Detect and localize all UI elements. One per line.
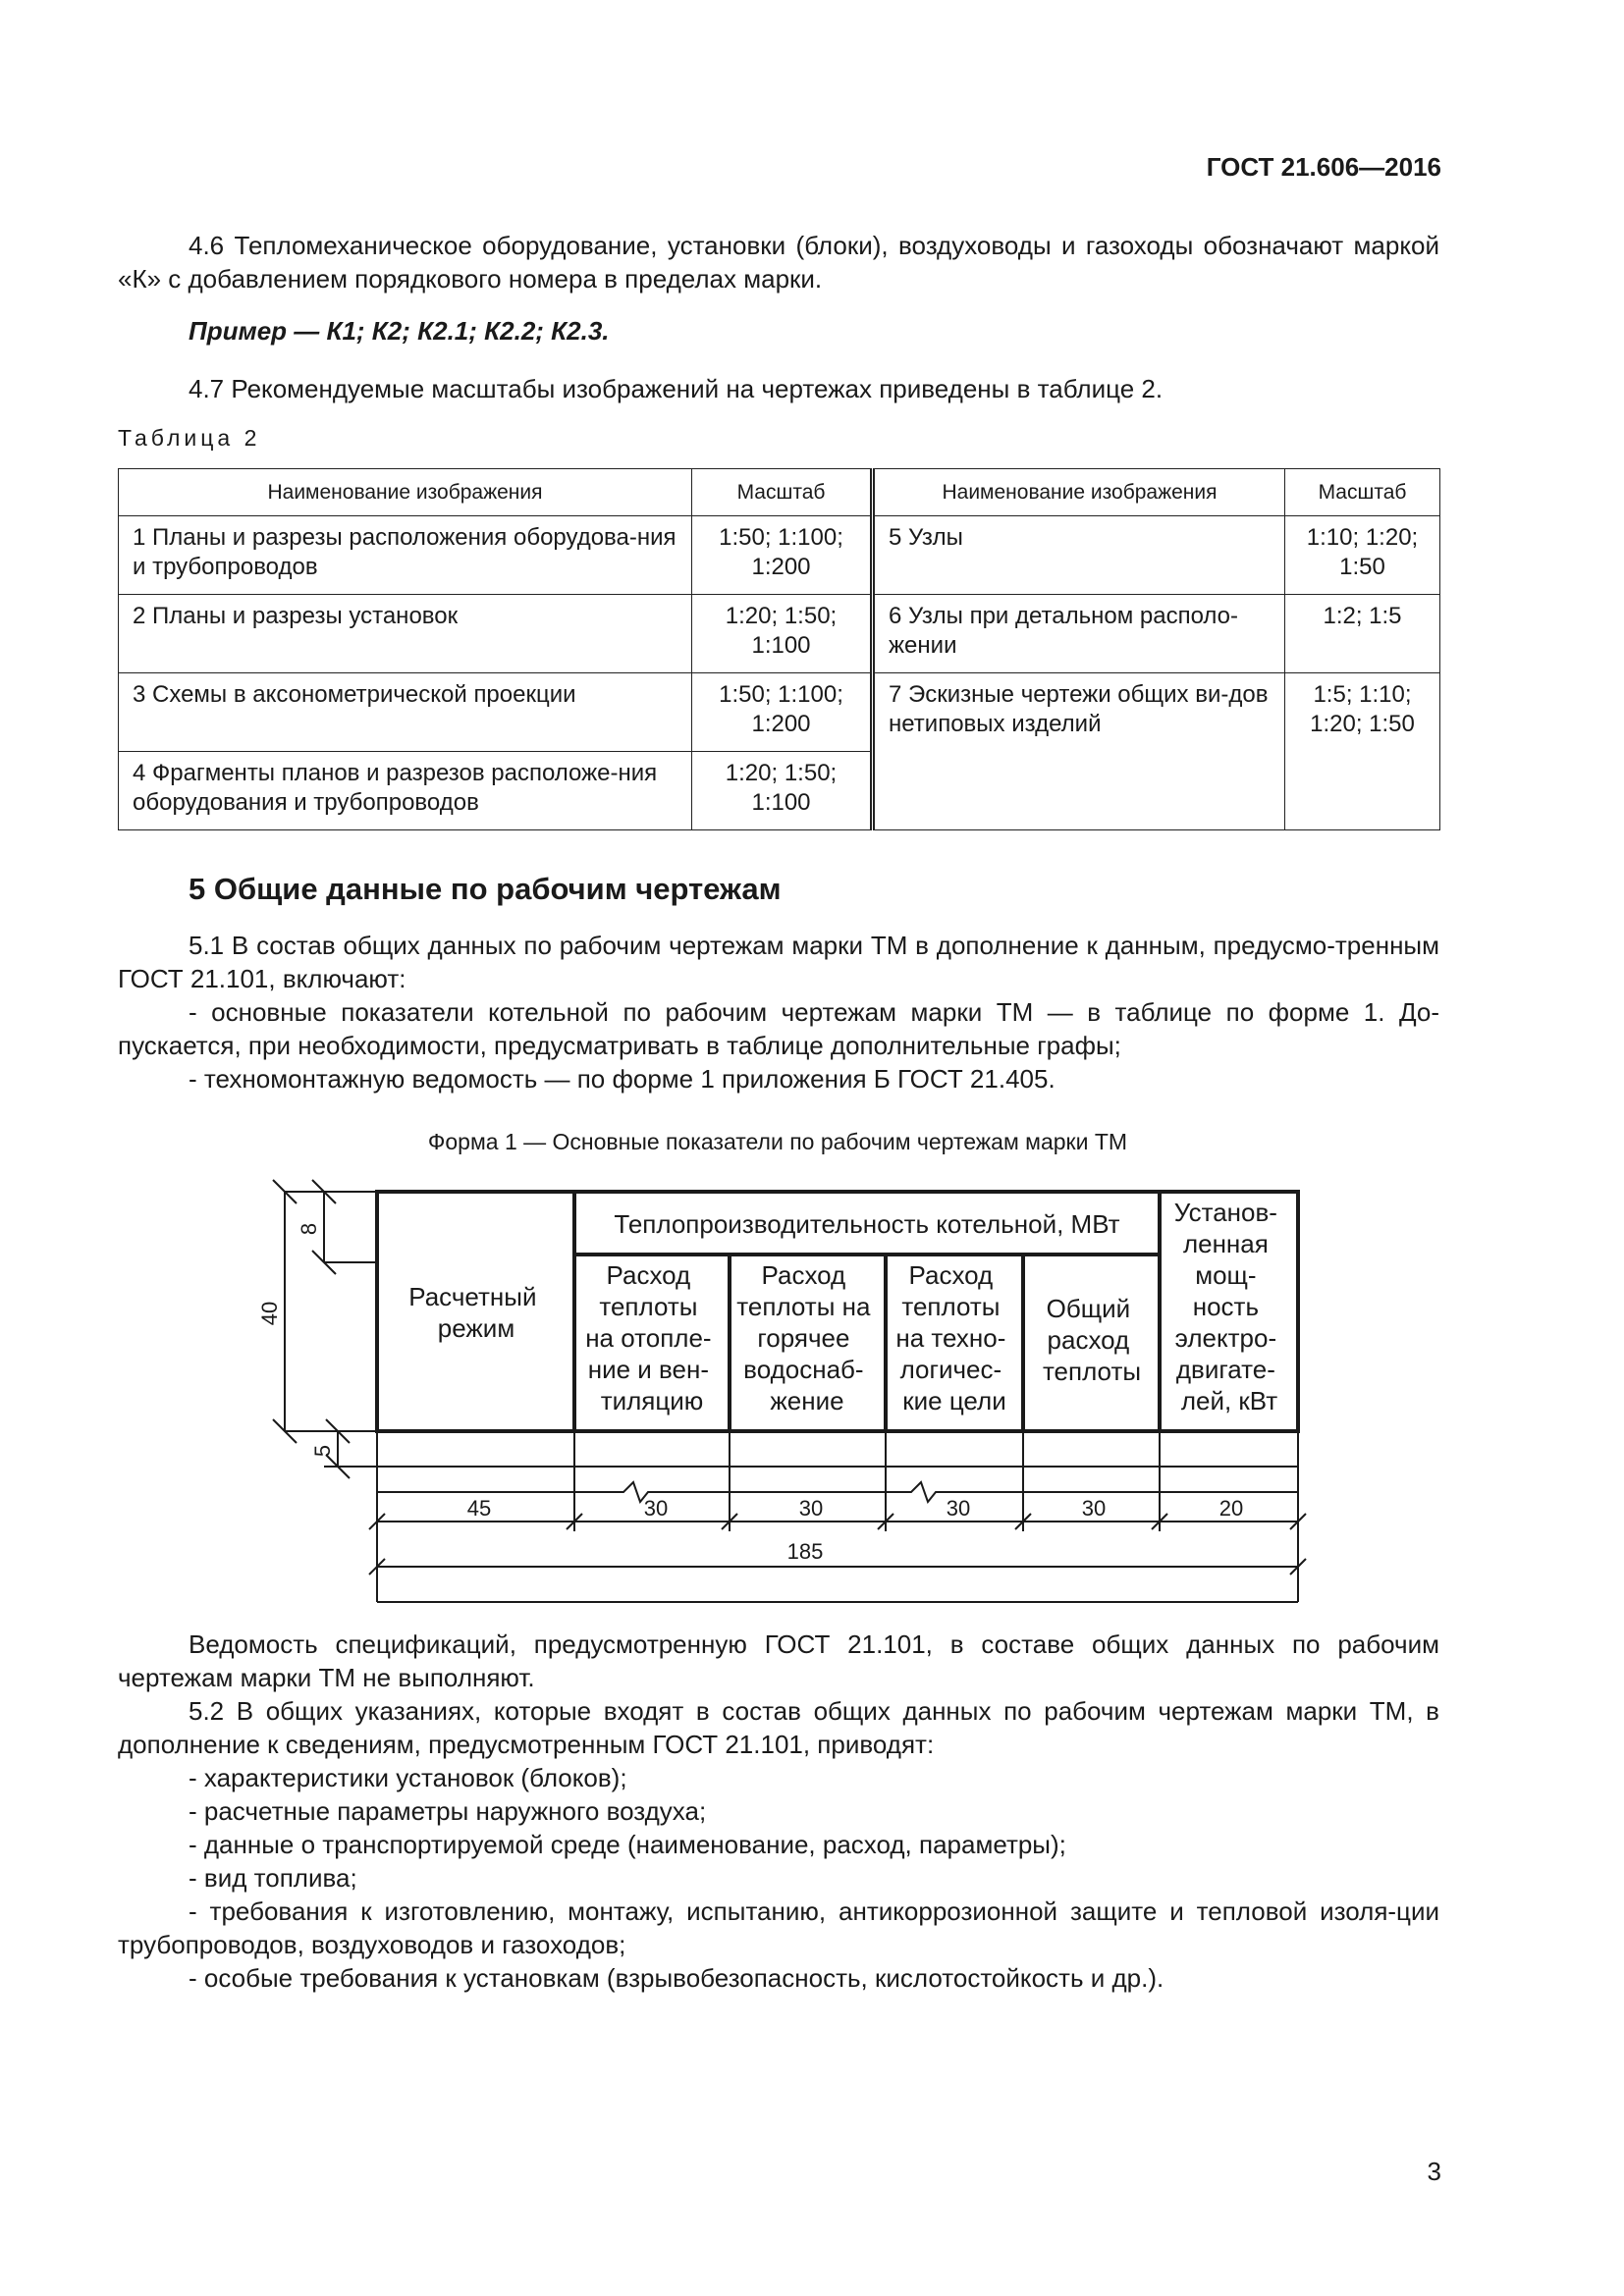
table-cell-scale: 1:2; 1:5 (1285, 595, 1440, 673)
dim-label: 30 (1081, 1496, 1107, 1521)
list-item: - требования к изготовлению, монтажу, испытанию, антикоррозионной защите и тепловой изоля-ции трубопроводов, воздуховодов и газоходов; (118, 1896, 1439, 1959)
table-cell-scale: 1:20; 1:50; 1:100 (692, 595, 873, 673)
paragraph-5-1: 5.1 В состав общих данных по рабочим чертежам марки ТМ в дополнение к данным, предусмо-тренным ГОСТ 21.101, включают: (118, 931, 1439, 993)
table-cell-scale: 1:50; 1:100; 1:200 (692, 673, 873, 752)
page-number: 3 (1427, 2157, 1441, 2186)
dim-label: 30 (798, 1496, 824, 1521)
form-subcol-text: Расход теплоты на отопле- ние и вен- тиляцию (585, 1260, 712, 1415)
form-subcol-text: Расход теплоты на техно- логичес- кие цели (895, 1260, 1006, 1415)
table-2-label: Таблица 2 (118, 425, 261, 451)
form-group-header: Теплопроизводительность котельной, МВт (614, 1209, 1120, 1239)
list-item: - данные о транспортируемой среде (наименование, расход, параметры); (189, 1830, 1066, 1859)
paragraph-4-6: 4.6 Тепломеханическое оборудование, установки (блоки), воздуховоды и газоходы обозначают маркой «К» с добавлением порядкового номера в пределах марки. (118, 231, 1439, 294)
table-cell-name: 5 Узлы (873, 516, 1285, 595)
table-header-name: Наименование изображения (873, 469, 1285, 516)
table-cell-name: 4 Фрагменты планов и разрезов расположе-ния оборудования и трубопроводов (119, 752, 692, 830)
list-item: - техномонтажную ведомость — по форме 1 приложения Б ГОСТ 21.405. (189, 1064, 1056, 1094)
table-header-scale: Масштаб (1285, 469, 1440, 516)
table-cell-scale: 1:10; 1:20; 1:50 (1285, 516, 1440, 595)
paragraph-vedomost: Ведомость спецификаций, предусмотренную ГОСТ 21.101, в составе общих данных по рабочим чертежам марки ТМ не выполняют. (118, 1629, 1439, 1692)
example-line: Пример — К1; К2; К2.1; К2.2; К2.3. (189, 316, 610, 346)
list-item: - характеристики установок (блоков); (189, 1763, 627, 1792)
dim-label-total: 185 (786, 1539, 824, 1564)
dim-label: 45 (466, 1496, 492, 1521)
form-subcol-text: Расход теплоты на горячее водоснаб- жение (736, 1260, 871, 1415)
list-item: - основные показатели котельной по рабочим чертежам марки ТМ — в таблице по форме 1. До-пускается, при необходимости, предусматривать в таблице дополнительные графы; (118, 997, 1439, 1060)
list-item: - особые требования к установкам (взрывобезопасность, кислотостойкость и др.). (189, 1963, 1164, 1993)
paragraph-4-7: 4.7 Рекомендуемые масштабы изображений на чертежах приведены в таблице 2. (189, 374, 1164, 403)
dim-label: 20 (1218, 1496, 1244, 1521)
dim-label: 40 (257, 1301, 282, 1326)
table-header-name: Наименование изображения (119, 469, 692, 516)
form-col-regime-text: Расчетный режим (408, 1282, 537, 1343)
dim-label: 30 (946, 1496, 971, 1521)
section-5-title: 5 Общие данные по рабочим чертежам (189, 872, 782, 906)
table-cell-name: 2 Планы и разрезы установок (119, 595, 692, 673)
table-cell-scale: 1:5; 1:10; 1:20; 1:50 (1285, 673, 1440, 830)
document-header: ГОСТ 21.606—2016 (1206, 152, 1441, 182)
list-item: - вид топлива; (189, 1863, 357, 1893)
list-item: - расчетные параметры наружного воздуха; (189, 1796, 707, 1826)
paragraph-5-2: 5.2 В общих указаниях, которые входят в состав общих данных по рабочим чертежам марки ТМ, в дополнение к сведениям, предусмотренным ГОСТ 21.101, приводят: (118, 1696, 1439, 1759)
form-col-power-text: Установ- ленная мощ- ность электро- двигате- лей, кВт (1173, 1198, 1278, 1415)
form-1-caption: Форма 1 — Основные показатели по рабочим чертежам марки ТМ (427, 1129, 1128, 1154)
table-cell-scale: 1:50; 1:100; 1:200 (692, 516, 873, 595)
dim-label: 30 (643, 1496, 669, 1521)
table-cell-name: 6 Узлы при детальном располо-жении (873, 595, 1285, 673)
form-subcol-text: Общий расход теплоты (1042, 1294, 1142, 1386)
dim-label: 8 (297, 1222, 321, 1236)
table-cell-name: 7 Эскизные чертежи общих ви-дов нетиповых изделий (873, 673, 1285, 830)
table-cell-name: 1 Планы и разрезы расположения оборудова-ния и трубопроводов (119, 516, 692, 595)
table-cell-scale: 1:20; 1:50; 1:100 (692, 752, 873, 830)
dim-label: 5 (310, 1444, 335, 1458)
table-cell-name: 3 Схемы в аксонометрической проекции (119, 673, 692, 752)
table-header-scale: Масштаб (692, 469, 873, 516)
